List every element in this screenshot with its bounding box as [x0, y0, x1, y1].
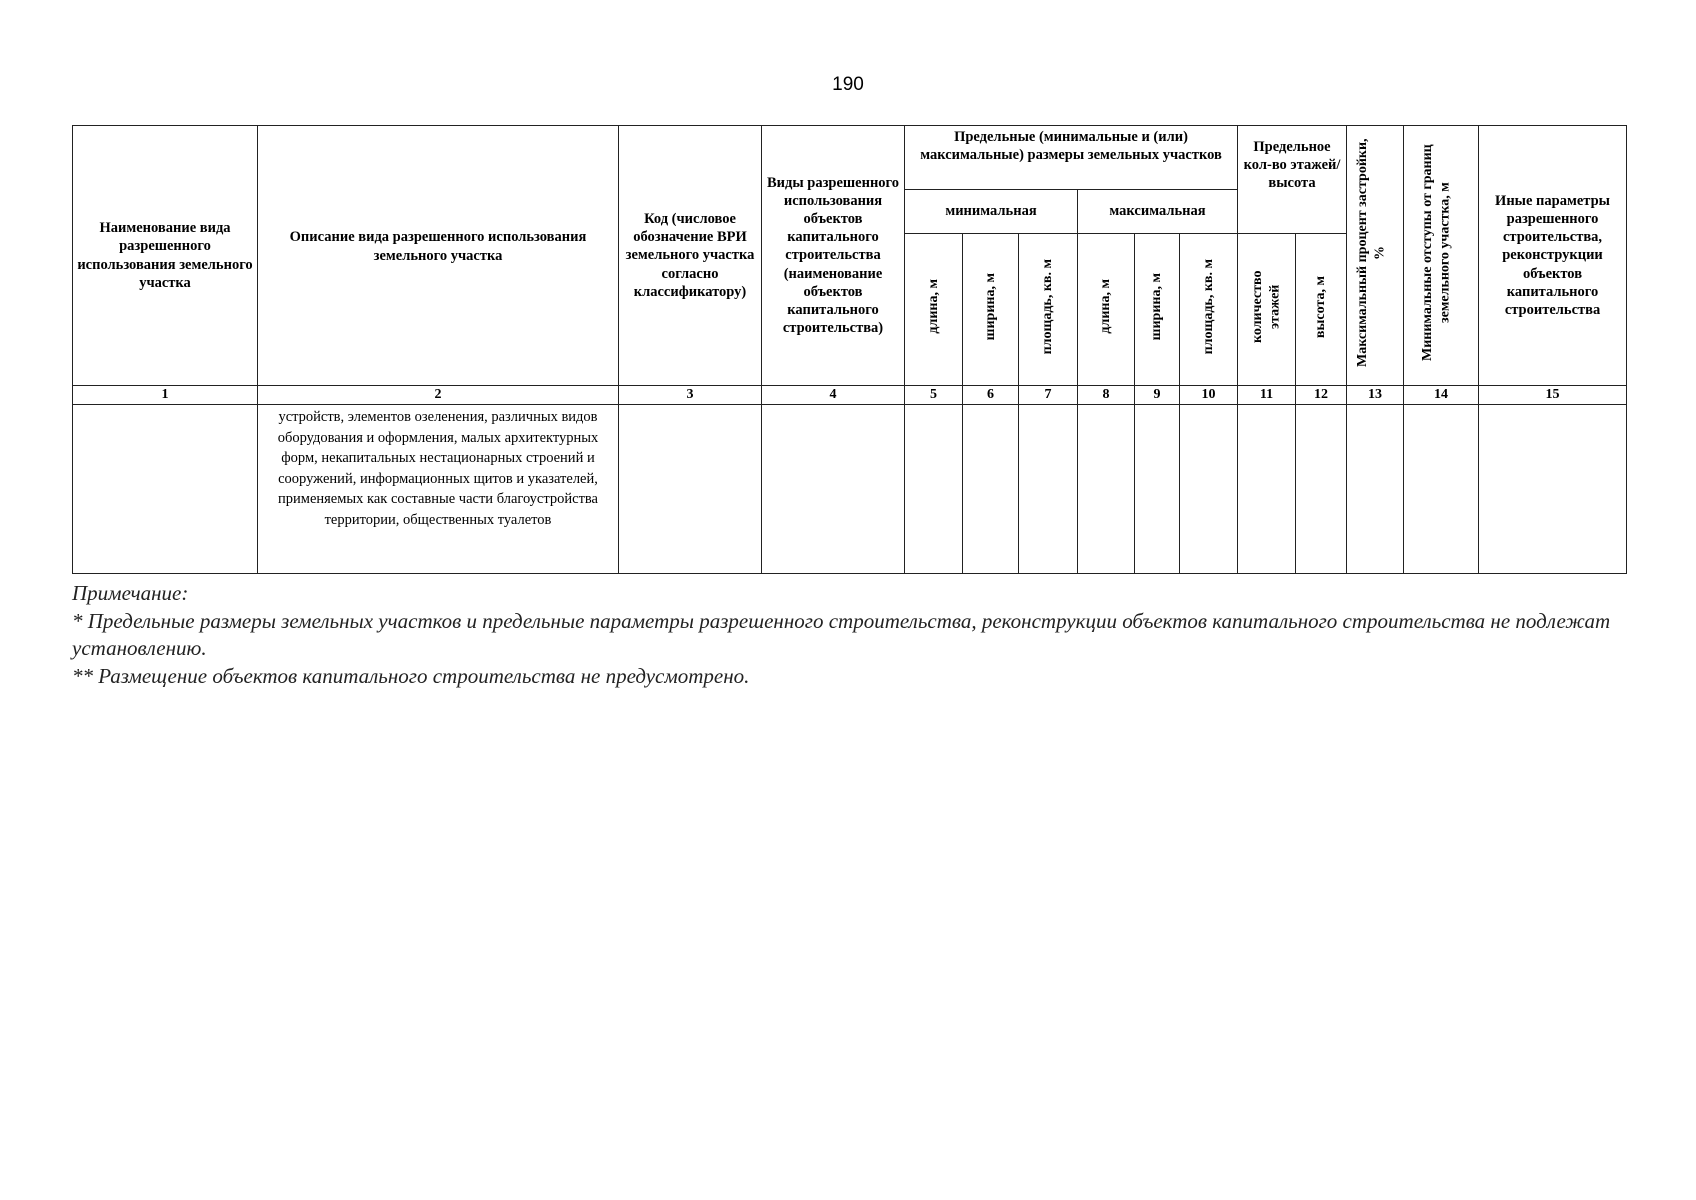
cell-height [1296, 405, 1347, 574]
header-land-use-name: Наименование вида разрешенного использования земельного участка [73, 126, 258, 386]
column-number: 11 [1238, 386, 1296, 405]
header-height [1296, 234, 1347, 386]
cell-max-length [1078, 405, 1135, 574]
cell-land-use-description [258, 405, 619, 574]
header-min-width-text: ширина, м [982, 273, 998, 341]
header-height-text: высота, м [1313, 275, 1329, 338]
header-max-length-text: длина, м [1098, 279, 1114, 335]
column-number: 2 [258, 386, 619, 405]
notes-heading: Примечание: [72, 581, 189, 605]
header-capital-construction-uses: Виды разрешенного использования объектов капитального строительства (наименование объектов капитального строительства) [762, 126, 905, 386]
header-min-setbacks [1404, 126, 1479, 386]
cell-min-area [1019, 405, 1078, 574]
header-classifier-code: Код (числовое обозначение ВРИ земельного участка согласно классификатору) [619, 126, 762, 386]
header-other-parameters: Иные параметры разрешенного строительства, реконструкции объектов капитального строительства [1479, 126, 1627, 386]
column-number: 5 [905, 386, 963, 405]
cell-max-area [1180, 405, 1238, 574]
column-number: 1 [73, 386, 258, 405]
column-number: 15 [1479, 386, 1627, 405]
note-1: * Предельные размеры земельных участков и предельные параметры разрешенного строительства, реконструкции объектов капитального строительства не подлежат установлению. [72, 608, 1611, 660]
header-max-building-percent-text: Максимальный процент застройки, % [1355, 138, 1388, 368]
header-plot-size-limits: Предельные (минимальные и (или) максимальные) размеры земельных участков [905, 126, 1238, 190]
page-number: 190 [832, 74, 864, 95]
notes [72, 580, 1632, 690]
cell-min-length [905, 405, 963, 574]
table-row [73, 405, 1627, 574]
column-number: 13 [1347, 386, 1404, 405]
header-floors-height-limits: Предельное кол-во этажей/высота [1238, 126, 1347, 234]
header-min-length-text: длина, м [925, 279, 941, 335]
column-number: 3 [619, 386, 762, 405]
column-number: 9 [1135, 386, 1180, 405]
column-number: 14 [1404, 386, 1479, 405]
header-min-area-text: площадь, кв. м [1040, 259, 1056, 355]
header-min-setbacks-text: Минимальные отступы от границ земельного участка, м [1420, 144, 1453, 362]
header-min-length [905, 234, 963, 386]
column-number: 7 [1019, 386, 1078, 405]
column-number: 12 [1296, 386, 1347, 405]
cell-capital-construction-uses [762, 405, 905, 574]
column-number: 8 [1078, 386, 1135, 405]
cell-min-setbacks [1404, 405, 1479, 574]
cell-other-parameters [1479, 405, 1627, 574]
cell-classifier-code [619, 405, 762, 574]
header-min-area [1019, 234, 1078, 386]
cell-min-width [963, 405, 1019, 574]
header-max-width [1135, 234, 1180, 386]
header-max-area-text: площадь, кв. м [1200, 259, 1216, 355]
header-min-width [963, 234, 1019, 386]
column-number: 10 [1180, 386, 1238, 405]
header-floor-count [1238, 234, 1296, 386]
header-land-use-description: Описание вида разрешенного использования земельного участка [258, 126, 619, 386]
land-use-regulations-table [72, 125, 1627, 574]
cell-max-width [1135, 405, 1180, 574]
column-number: 6 [963, 386, 1019, 405]
header-max-width-text: ширина, м [1149, 273, 1165, 341]
cell-floor-count [1238, 405, 1296, 574]
note-2: ** Размещение объектов капитального строительства не предусмотрено. [72, 663, 750, 688]
column-number: 4 [762, 386, 905, 405]
cell-land-use-description-text: устройств, элементов озеленения, различных видов оборудования и оформления, малых архитектурных форм, некапитальных нестационарных строений и сооружений, информационных щитов и указателей, применяемых как составные части благоустройства территории, общественных туалетов [277, 409, 599, 528]
header-minimum: минимальная [905, 190, 1078, 234]
column-number-row [73, 386, 1627, 405]
header-maximum: максимальная [1078, 190, 1238, 234]
header-floor-count-text: количество этажей [1249, 270, 1283, 343]
header-max-building-percent [1347, 126, 1404, 386]
header-max-length [1078, 234, 1135, 386]
cell-max-building-percent [1347, 405, 1404, 574]
header-max-area [1180, 234, 1238, 386]
cell-land-use-name [73, 405, 258, 574]
